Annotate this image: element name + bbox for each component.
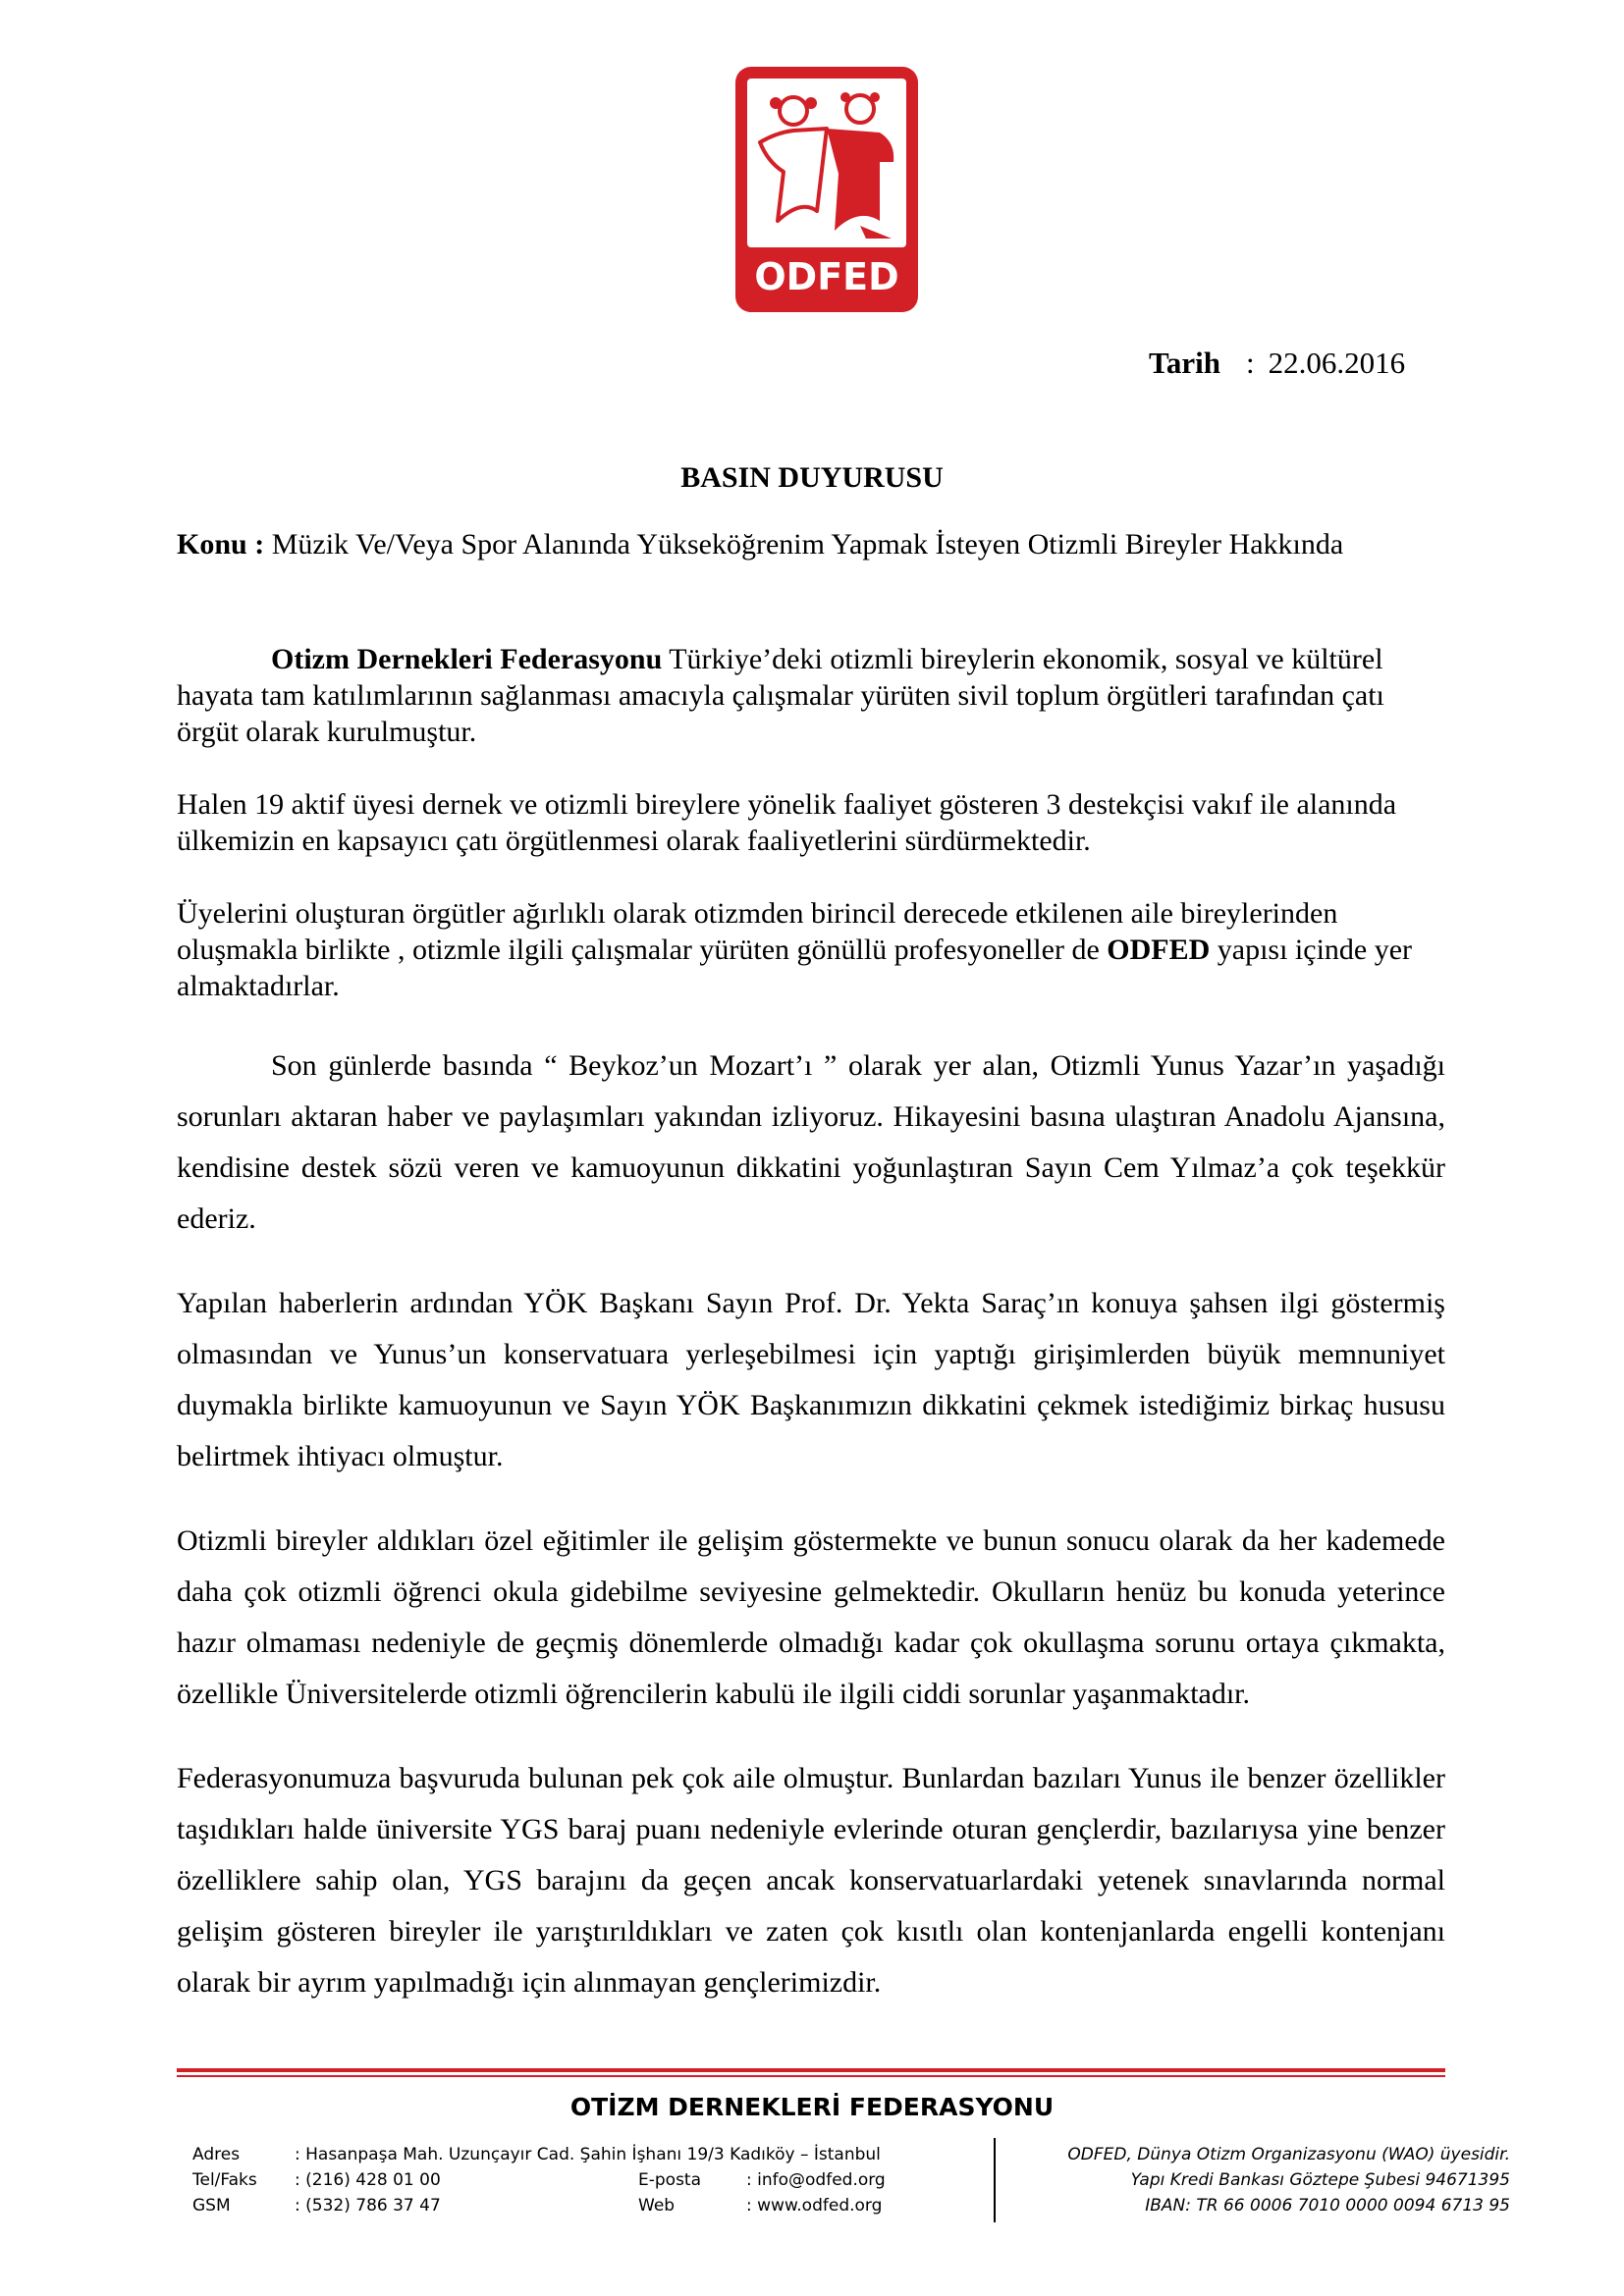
email-label: E-posta xyxy=(638,2170,702,2190)
gsm-label: GSM xyxy=(192,2196,231,2216)
paragraph-1-text: Türkiye’deki otizmli bireylerin ekonomik, sosyal ve kültürel hayata tam katılımlarının sağlanması amacıyla çalışmalar yürüten sivil toplum örgütleri tarafından çatı örgüt olarak kurulmuştur. xyxy=(177,643,1384,748)
web-label: Web xyxy=(638,2196,676,2216)
bank-info: Yapı Kredi Bankası Göztepe Şubesi 94671395 xyxy=(1130,2170,1510,2190)
federation-name: Otizm Dernekleri Federasyonu xyxy=(271,643,663,675)
date-separator: : xyxy=(1245,346,1255,380)
odfed-bold: ODFED xyxy=(1107,934,1211,966)
paragraph-3 xyxy=(177,895,1445,1004)
subject-text: Müzik Ve/Veya Spor Alanında Yükseköğrenim Yapmak İsteyen Otizmli Bireyler Hakkında xyxy=(271,528,1344,561)
paragraph-3-text-a: Üyelerini oluşturan örgütler ağırlıklı olarak otizmden birincil derecede etkilenen aile bireylerinden oluşmakla birlikte , otizmle ilgili çalışmalar yürüten gönüllü profesyoneller de xyxy=(177,897,1338,966)
address-label: Adres xyxy=(192,2145,241,2164)
date-value: 22.06.2016 xyxy=(1268,346,1406,380)
tel-label: Tel/Faks xyxy=(192,2170,257,2190)
gsm-value: : (532) 786 37 47 xyxy=(295,2196,441,2216)
logo-text: ODFED xyxy=(754,255,899,298)
paragraph-5: Yapılan haberlerin ardından YÖK Başkanı Sayın Prof. Dr. Yekta Saraç’ın konuya şahsen ilgi göstermiş olmasından ve Yunus’un konservatuara yerleşebilmesi için yaptığı girişimlerden büyük memnuniyet duymakla birlikte kamuoyunun ve Sayın YÖK Başkanımızın dikkatini çekmek istediğimiz birkaç hususu belirtmek ihtiyacı olmuştur. xyxy=(177,1287,1445,1472)
document-title: BASIN DUYURUSU xyxy=(680,461,944,494)
iban-info: IBAN: TR 66 0006 7010 0000 0094 6713 95 xyxy=(1145,2196,1510,2216)
address-value: : Hasanpaşa Mah. Uzunçayır Cad. Şahin İşhanı 19/3 Kadıköy – İstanbul xyxy=(295,2145,881,2164)
subject-label: Konu : xyxy=(177,528,265,561)
footer-rule-thin xyxy=(177,2075,1445,2077)
paragraph-3-text-b: yapısı içinde yer almaktadırlar. xyxy=(177,934,1413,1002)
email-value[interactable]: : info@odfed.org xyxy=(746,2170,886,2190)
date-line xyxy=(1149,346,1443,381)
paragraph-6: Otizmli bireyler aldıkları özel eğitimler ile gelişim göstermekte ve bunun sonucu olarak da her kademede daha çok otizmli öğrenci okula gidebilme seviyesine gelmektedir. Okulların henüz bu konuda yeterince hazır olmaması nedeniyle de geçmiş dönemlerde olmadığı kadar çok okullaşma sorunu ortaya çıkmakta, özellikle Üniversitelerde otizmli öğrencilerin kabulü ile ilgili ciddi sorunlar yaşanmaktadır. xyxy=(177,1524,1445,1710)
paragraph-1 xyxy=(177,641,1445,750)
odfed-logo xyxy=(732,64,921,315)
footer-divider xyxy=(994,2138,996,2222)
paragraph-7: Federasyonumuza başvuruda bulunan pek çok aile olmuştur. Bunlardan bazıları Yunus ile benzer özellikler taşıdıkları halde üniversite YGS baraj puanı nedeniyle evlerinde oturan gençlerdir, bazılarıysa yine benzer özelliklere sahip olan, YGS barajını da geçen ancak konservatuarlardaki yetenek sınavlarında normal gelişim gösteren bireyler ile yarıştırıldıkları ve zaten çok kısıtlı olan kontenjanlarda engelli kontenjanı olarak bir ayrım yapılmadığı için alınmayan gençlerimizdir. xyxy=(177,1762,1445,1999)
paragraph-2: Halen 19 aktif üyesi dernek ve otizmli bireylere yönelik faaliyet gösteren 3 destekçisi vakıf ile alanında ülkemizin en kapsayıcı çatı örgütlenmesi olarak faaliyetlerini sürdürmektedir. xyxy=(177,788,1397,857)
document-body xyxy=(177,641,1445,2008)
tel-value: : (216) 428 01 00 xyxy=(295,2170,441,2190)
footer-rule xyxy=(177,2068,1445,2072)
paragraph-4: Son günlerde basında “ Beykoz’un Mozart’ı ” olarak yer alan, Otizmli Yunus Yazar’ın yaşadığı sorunları aktaran haber ve paylaşımları yakından izliyoruz. Hikayesini basına ulaştıran Anadolu Ajansına, kendisine destek sözü veren ve kamuoyunun dikkatini yoğunlaştıran Sayın Cem Yılmaz’a çok teşekkür ederiz. xyxy=(177,1049,1445,1235)
subject-line xyxy=(177,528,1453,561)
date-label: Tarih xyxy=(1149,346,1220,380)
footer-title: OTİZM DERNEKLERİ FEDERASYONU xyxy=(569,2093,1055,2121)
wao-membership: ODFED, Dünya Otizm Organizasyonu (WAO) üyesidir. xyxy=(1067,2145,1510,2164)
web-value[interactable]: : www.odfed.org xyxy=(746,2196,883,2216)
